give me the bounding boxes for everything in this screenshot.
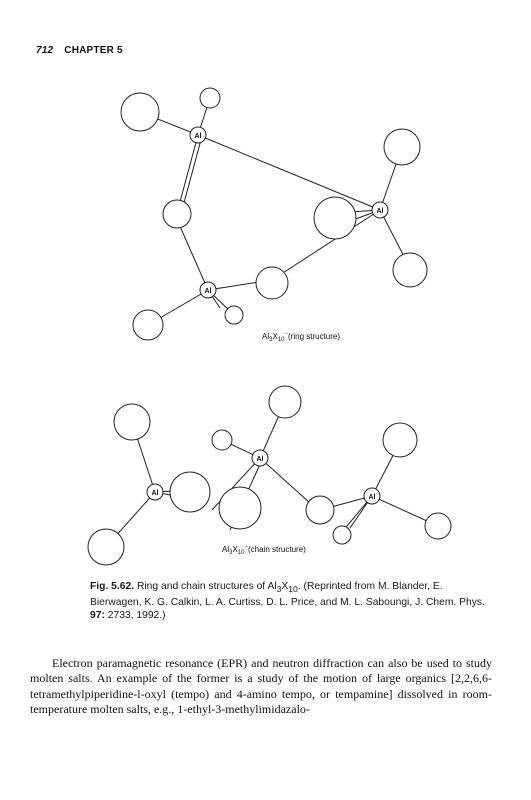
halide-atom [333,526,351,544]
chapter-title: CHAPTER 5 [64,45,123,56]
running-header [36,45,123,56]
halide-atom [383,423,417,457]
halide-atom [225,306,243,324]
halide-atom [393,253,427,287]
caption-volume: 97: [90,610,105,622]
aluminum-label: Al [204,288,212,295]
halide-atom [269,386,301,418]
halide-atom [170,472,210,512]
aluminum-label: Al [368,494,376,501]
halide-atom [314,197,356,239]
halide-atom [133,310,163,340]
caption-text: . (Reprinted from M. Blander, E. Bierwagen, K. G. Calkin, L. A. Curtiss, D. L. Price, and M. L. Saboungi, J. Chem. Phys. [90,581,485,609]
halide-atom [219,487,261,529]
caption-subscript: 10 [288,584,298,595]
halide-atom [88,529,124,565]
aluminum-label: Al [376,208,384,215]
body-text [30,656,492,717]
figure-label: Fig. 5.62. [90,581,135,592]
bond [198,135,380,210]
paragraph: Electron paramagnetic resonance (EPR) and neutron diffraction can also be used to study molten salts. An example of the former is a study of the motion of large organics [2,2,6,6-tetramethylpiperidine-l-oxyl (tempo) and 4-amino tempo, or tempamine] dissolved in room-temperature molten salts, e.g., 1-ethyl-3-methylimidazalo- [30,656,492,716]
chain-structure-diagram [0,370,531,580]
halide-atom [114,404,150,440]
halide-atom [256,267,288,299]
halide-atom [212,430,232,450]
halide-atom [306,496,334,524]
caption-text: X [281,581,289,592]
aluminum-label: Al [151,490,159,497]
chain-structure-label: $Al_3X_{10}^-(chain$ structure) [222,544,306,556]
aluminum-label: Al [256,456,264,463]
halide-atom [163,200,191,228]
ring-structure-label: $Al_3X_{10}^-(ring$ structure) [262,331,341,343]
halide-atom [200,88,220,108]
ring-structure-diagram [0,75,531,355]
figure-caption [90,580,490,622]
caption-subscript: 3 [276,584,282,595]
halide-atom [121,93,159,131]
caption-text: Ring and chain structures of Al [136,581,277,592]
halide-atom [384,129,420,165]
page-number: 712 [36,45,54,56]
halide-atom [425,513,451,539]
aluminum-label: Al [194,133,202,140]
caption-text: 2733, 1992.) [104,610,166,622]
